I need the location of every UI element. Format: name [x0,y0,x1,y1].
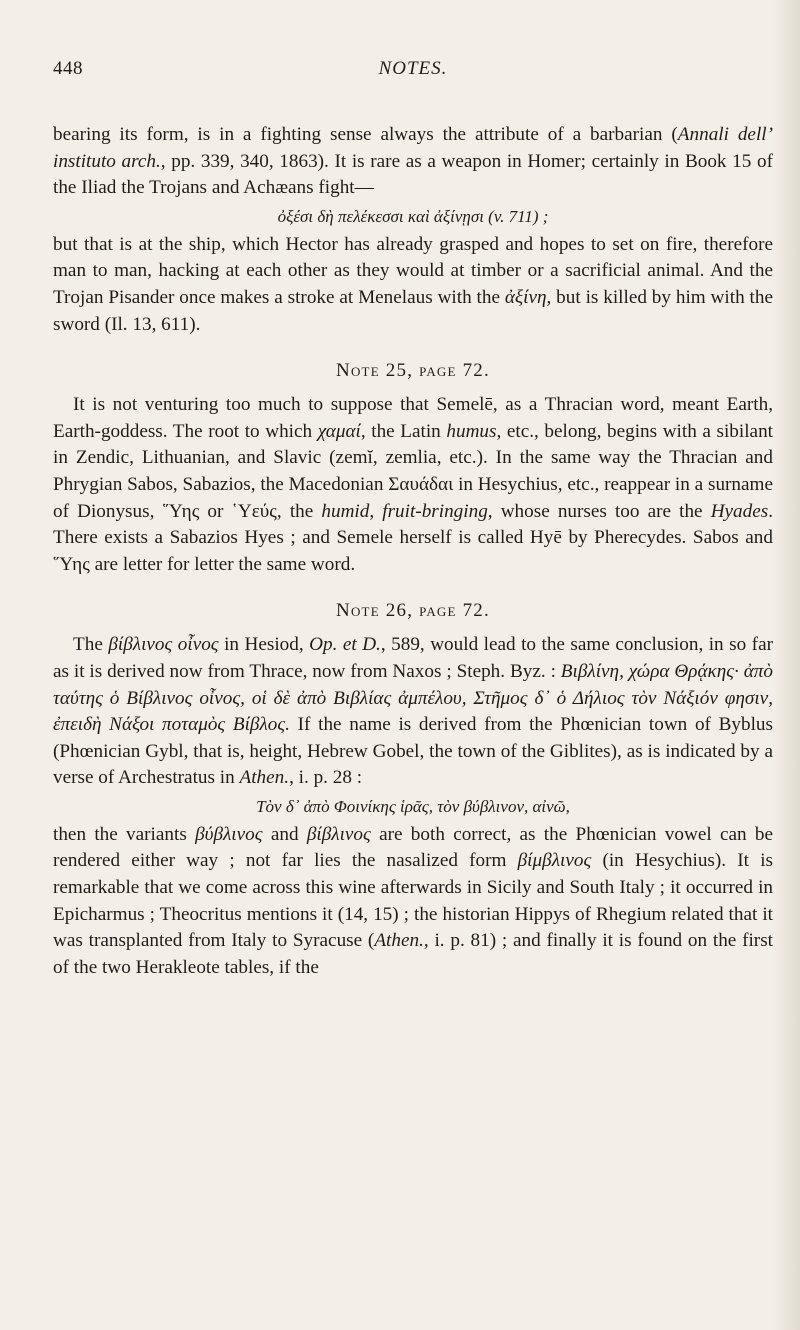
text-run: , pp. 339, 340, 1863). It is rare as a weapon in Homer; certainly in Book 15 of the Iliad the Trojans and Achæans fight— [53,150,773,199]
citation-athen: Athen. [374,930,424,952]
text-run: (in Hesychius). It is remarkable that we come across this wine afterwards in Sicily and South Italy ; it occurred in Epicharmus ; Theocritus mentions it (14, 15) ; the historian Hippys of Rhegium related that it was transplanted from Italy to Syracuse ( [53,850,773,952]
text-run: in Hesiod, [218,634,310,656]
greek-quote-steph-byz: Βιβλίνη, χώρα Θρᾴκης· ἀπὸ ταύτης ὁ Βίβλινος οἶνος, οἱ δὲ ἀπὸ Βιβλίας ἀμπέλου, Στῆμος δ᾽ ὁ Δήλιος τὸν Νάξιόν φησιν, ἐπειδὴ Νάξοι ποταμὸς Βίβλος. [53,660,773,736]
note-26-heading: Note 26, page 72. [336,600,490,622]
text-run: , but is killed by him with the sword (Il. 13, 611). [53,286,773,335]
text-run: , i. p. 28 : [289,767,363,789]
text-run: It is not venturing too much to suppose that Semelē, as a Thracian word, meant Earth, Earth-goddess. The root to which [53,394,773,442]
citation-op-et-d: Op. et D. [309,634,381,656]
citation-annali: Annali dell’ instituto arch. [53,124,773,172]
citation-athen: Athen. [239,767,290,789]
text-run: but that is at the ship, which Hector has already grasped and hopes to set on fire, therefore man to man, hacking at each other as they would at timber or a sacrificial animal. And the Trojan Pisander once makes a stroke at Menelaus with the [53,233,773,308]
greek-quote-iliad: ὀξέσι δὴ πελέκεσσι καὶ ἀξίνῃσι (v. 711) ; [277,206,549,226]
paragraph-hector [53,232,773,338]
note-25-heading: Note 25, page 72. [336,360,490,382]
text-run: , i. p. 81) ; and finally it is found on the first of the two Herakleote tables, if the [53,930,773,978]
greek-quote-archestratus: Τὸν δ᾽ ἀπὸ Φοινίκης ἱρᾶς, τὸν βύβλινον, αἰνῶ, [256,796,570,816]
text-run: , etc., belong, begins with a sibilant in Zendic, Lithuanian, and Slavic (zemĭ, zemlia, etc.). In the same way the Thracian and Phrygian Sabos, Sabazios, the Macedonian Σαυάδαι in Hesychius, etc., reappear in a surname of Dionysus, ῞Υης or ῾Υεύς, the [53,420,773,522]
page-number: 448 [53,58,83,79]
text-run: The [73,634,109,656]
page-header [53,58,773,90]
page-body [53,122,773,981]
greek-word-byblinos: βύβλινος [195,823,263,845]
note-26-continuation [53,822,773,982]
note-26-paragraph [53,632,773,792]
italic-word-hyades: Hyades [710,500,769,522]
italic-word-humid: humid [321,500,370,522]
page-edge-shadow [774,0,800,1330]
text-run: and [262,823,307,845]
greek-word-biblinos: βίβλινος [306,823,371,845]
text-run: , the Latin [360,420,447,442]
latin-word-humus: humus [446,420,497,442]
text-run: , [369,500,383,522]
text-run: If the name is derived from the Phœnician town of Byblus (Phœnician Gybl, that is, height, Hebrew Gobel, the town of the Giblites), as is indicated by a verse of Archestratus in [53,714,773,789]
running-head: NOTES. [378,58,448,79]
italic-word-fruit-bringing: fruit-bringing [382,500,488,522]
text-run: , whose nurses too are the [487,500,711,522]
text-run: , 589, would lead to the same conclusion, in so far as it is derived now from Thrace, now from Naxos ; Steph. Byz. : [53,634,773,682]
text-run: then the variants [53,823,196,845]
paragraph-bearing [53,122,773,202]
text-run: . There exists a Sabazios Hyes ; and Semele herself is called Hyē by Pherecydes. Sabos and ῞Υης are letter for letter the same word. [53,500,774,575]
text-run: bearing its form, is in a fighting sense always the attribute of a barbarian ( [53,124,678,145]
greek-phrase-biblinos-oinos: βίβλινος οἶνος [108,634,219,656]
text-run: are both correct, as the Phœnician vowel can be rendered either way ; not far lies the nasalized form [53,823,774,872]
greek-word-chamai: χαμαί [317,420,361,442]
greek-word-axine: ἀξίνη [504,286,547,308]
greek-word-bimblinos: βίμβλινος [517,850,592,872]
note-25-paragraph [53,392,773,578]
